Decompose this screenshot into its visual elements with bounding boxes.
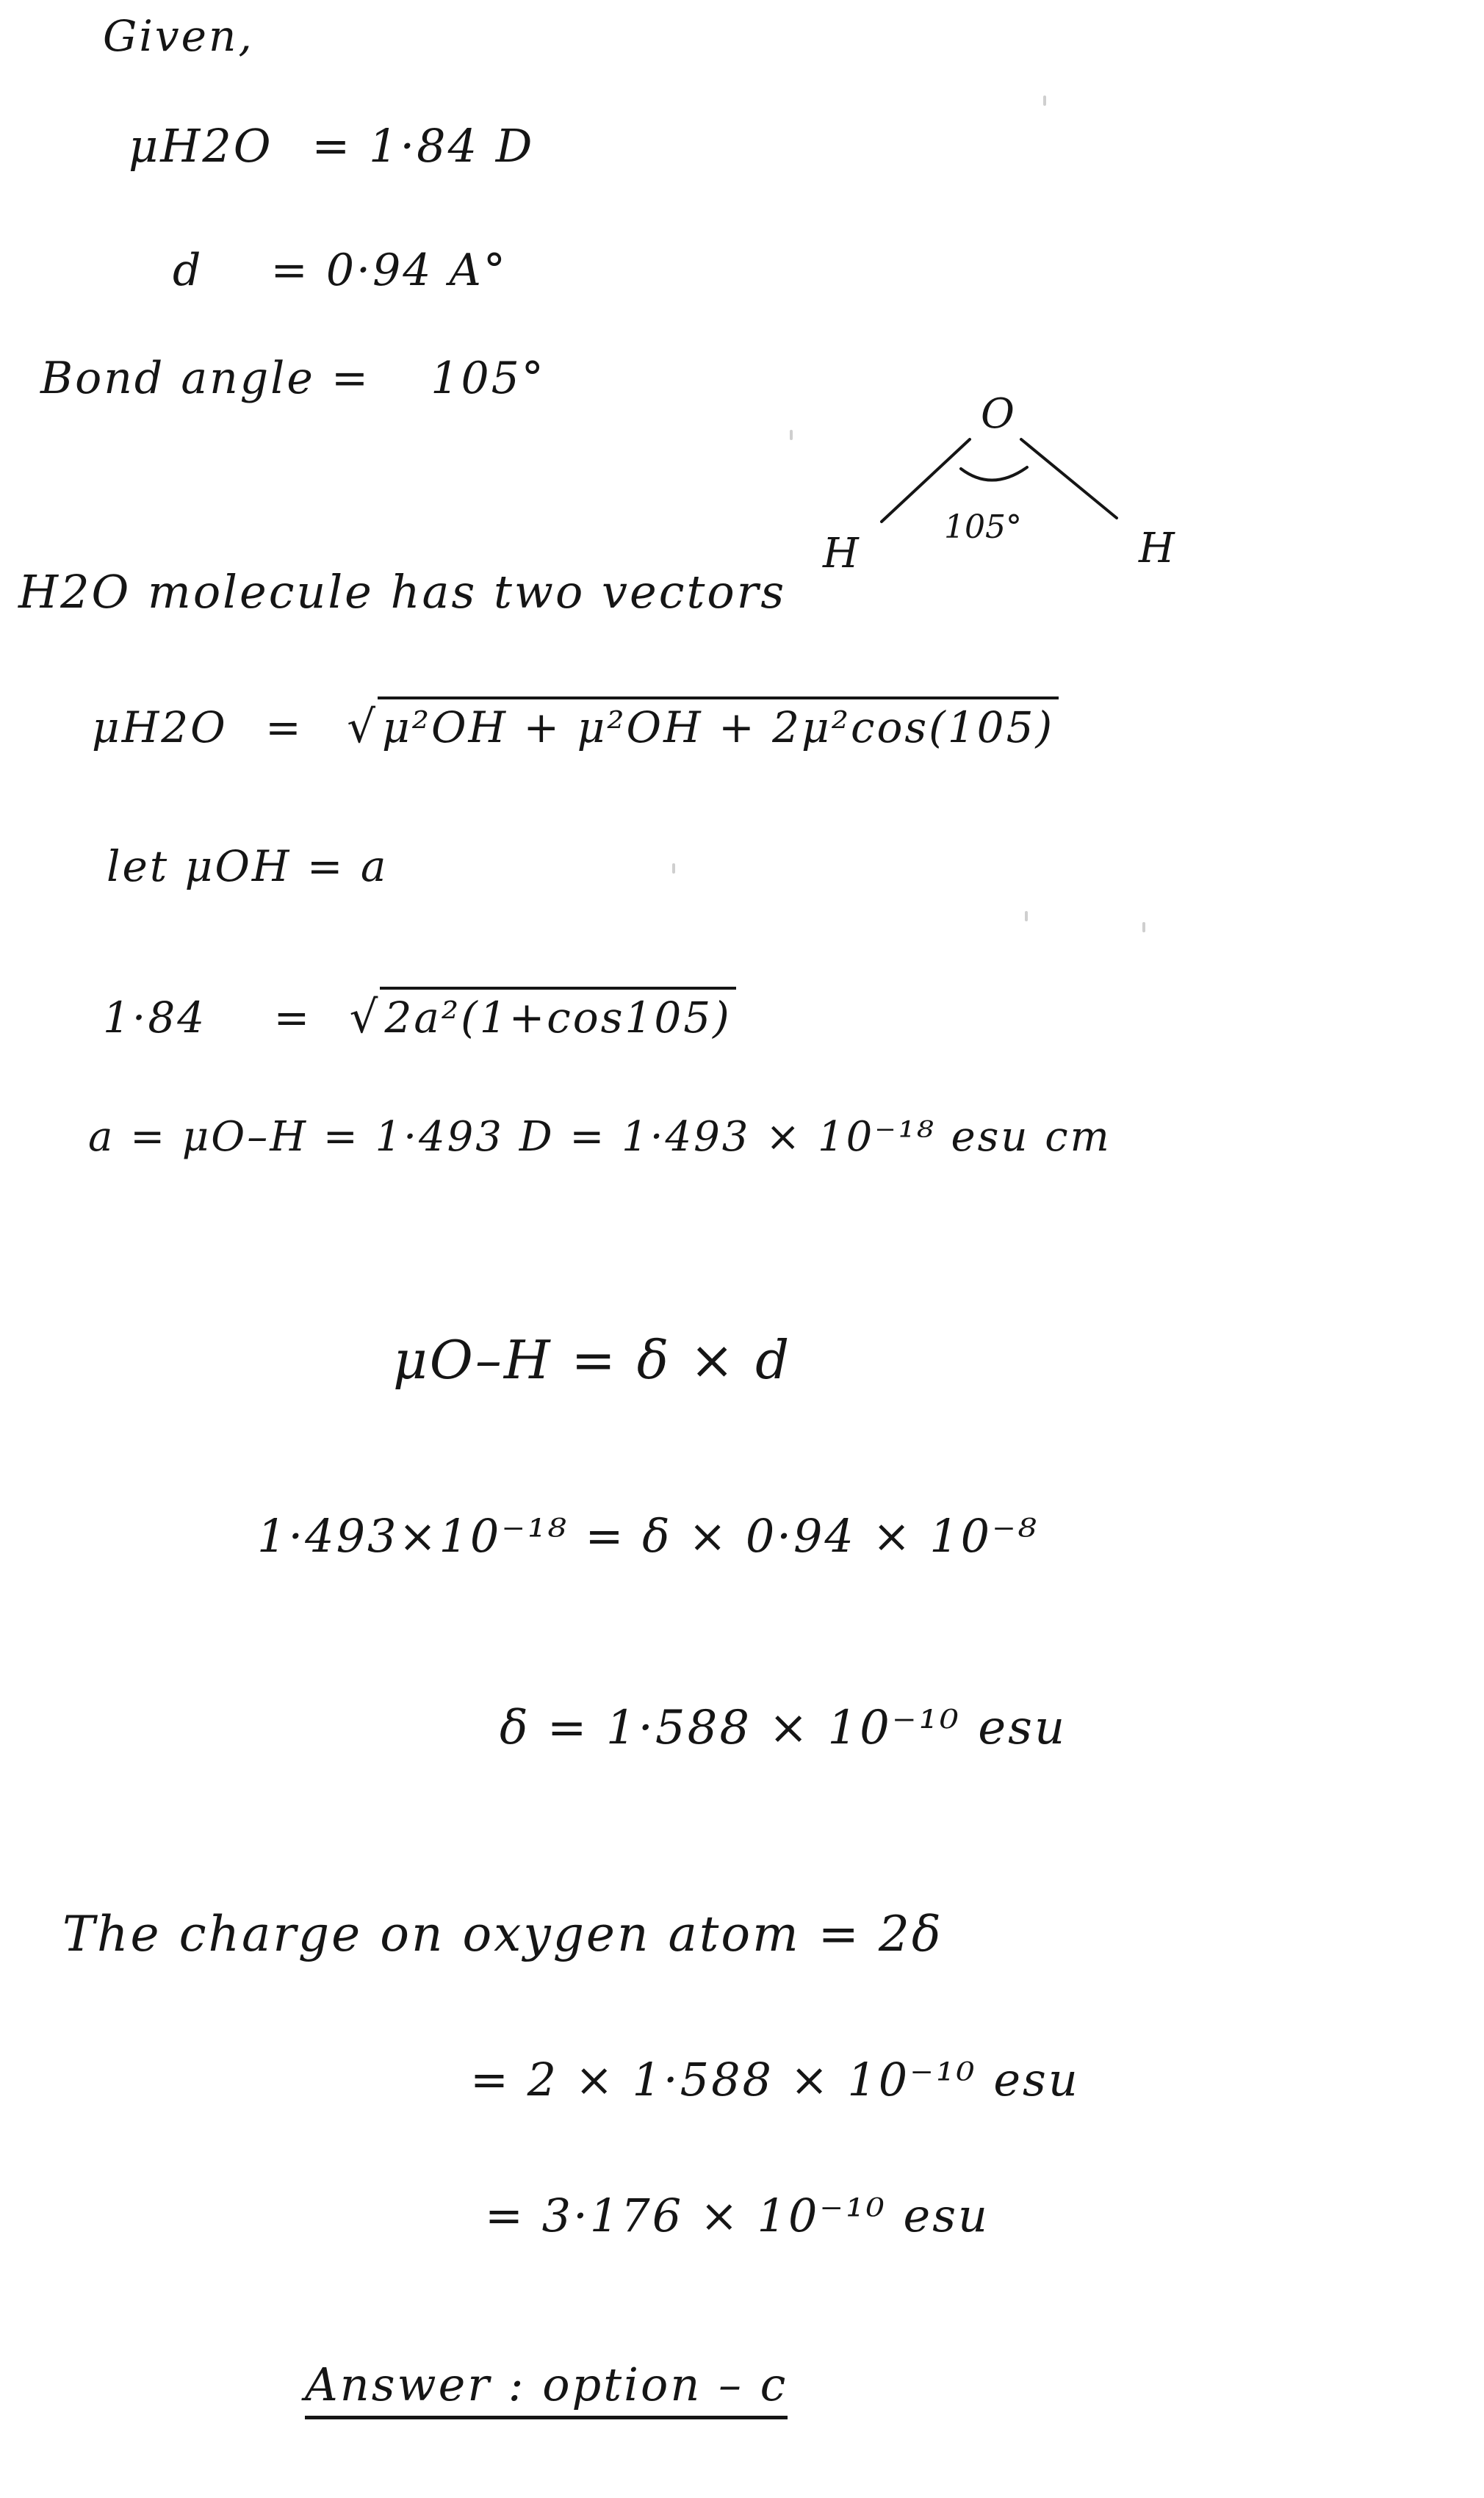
substitution-line bbox=[257, 1509, 1039, 1563]
eq2-root bbox=[349, 991, 736, 1043]
bond-right bbox=[1021, 439, 1117, 518]
dipole-formula-line bbox=[393, 1329, 792, 1391]
charge-statement-line bbox=[62, 1906, 943, 1962]
resultant-radicand: μ²OH + μ²OH + 2μ²cos(105) bbox=[378, 697, 1059, 752]
given-bond-angle-line bbox=[40, 353, 546, 404]
resultant-root bbox=[347, 701, 1059, 753]
eq2-lhs: 1·84 bbox=[103, 993, 207, 1043]
paper-speck bbox=[672, 863, 675, 874]
delta-result-text: δ = 1·588 × 10⁻¹⁰ esu bbox=[500, 1701, 1067, 1755]
two-vectors-line bbox=[18, 565, 787, 619]
hydrogen-right-label: H bbox=[1139, 525, 1175, 572]
charge-step-one-line bbox=[470, 2053, 1080, 2106]
paper-speck bbox=[1025, 911, 1028, 921]
water-molecule-diagram bbox=[793, 382, 1234, 573]
a-value-text: a = μO–H = 1·493 D = 1·493 × 10⁻¹⁸ esu cm bbox=[88, 1113, 1112, 1161]
paper-speck bbox=[790, 430, 793, 440]
let-text: let μOH = a bbox=[107, 841, 389, 891]
oxygen-atom-label: O bbox=[981, 390, 1015, 438]
angle-arc bbox=[961, 467, 1027, 480]
mu-h2o-value: = 1·84 D bbox=[311, 119, 535, 173]
answer-line bbox=[305, 2358, 788, 2411]
given-dipole-line bbox=[129, 119, 535, 173]
charge-step-two-line bbox=[485, 2189, 990, 2242]
resultant-equals: = bbox=[265, 702, 303, 752]
let-line bbox=[107, 841, 389, 891]
given-distance-line bbox=[173, 245, 508, 296]
bond-angle-value: 105° bbox=[431, 353, 546, 404]
charge-statement-text: The charge on oxygen atom = 2δ bbox=[62, 1906, 943, 1962]
dipole-formula-text: μO–H = δ × d bbox=[393, 1329, 792, 1391]
mu-h2o-label: μH2O bbox=[129, 119, 273, 173]
two-vectors-text: H2O molecule has two vectors bbox=[18, 565, 787, 619]
paper-speck bbox=[1043, 96, 1046, 106]
hydrogen-left-label: H bbox=[823, 530, 859, 573]
angle-label: 105° bbox=[944, 508, 1022, 546]
eq2-radicand: 2a²(1+cos105) bbox=[380, 987, 735, 1043]
d-label: d bbox=[173, 245, 203, 296]
paper-speck bbox=[1142, 922, 1145, 932]
bond-angle-label: Bond angle = bbox=[40, 353, 371, 404]
substitution-text: 1·493×10⁻¹⁸ = δ × 0·94 × 10⁻⁸ bbox=[257, 1509, 1039, 1563]
charge-step-one-text: = 2 × 1·588 × 10⁻¹⁰ esu bbox=[470, 2053, 1080, 2106]
charge-step-two-text: = 3·176 × 10⁻¹⁰ esu bbox=[485, 2189, 990, 2242]
given-heading bbox=[103, 11, 254, 61]
answer-text: Answer : option – c bbox=[305, 2358, 788, 2419]
radical-sign-icon: √ bbox=[347, 701, 378, 753]
a-value-line bbox=[88, 1113, 1112, 1161]
radical-sign-icon: √ bbox=[349, 991, 381, 1043]
eq2-equals: = bbox=[273, 993, 312, 1043]
equation-two-line bbox=[103, 991, 736, 1043]
given-label: Given, bbox=[103, 11, 254, 61]
resultant-formula-line bbox=[92, 701, 1059, 753]
resultant-lhs: μH2O bbox=[92, 702, 228, 752]
delta-result-line bbox=[500, 1701, 1067, 1755]
d-value: = 0·94 A° bbox=[270, 245, 508, 296]
